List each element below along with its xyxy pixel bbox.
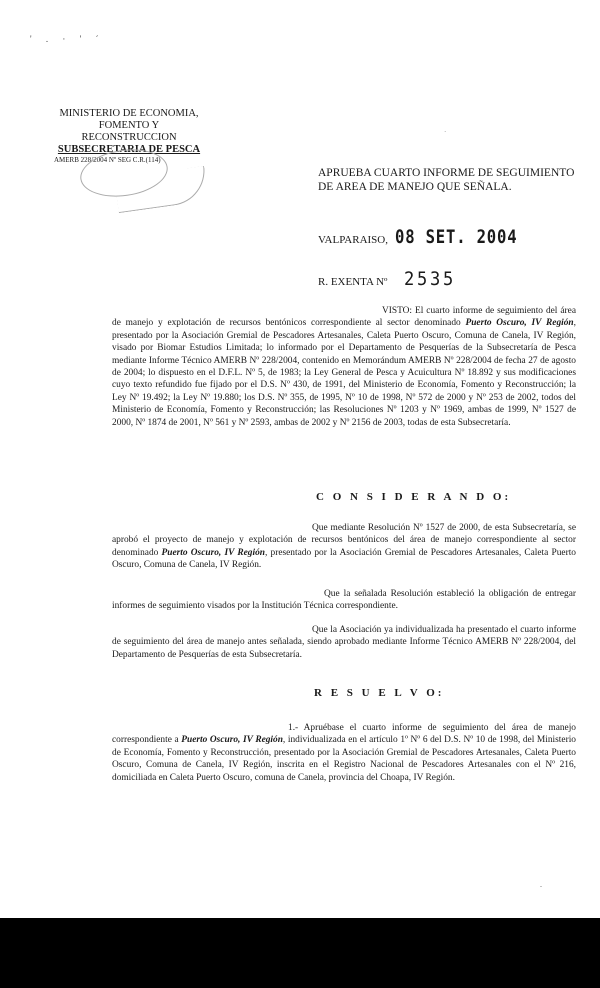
scan-specks: ' . · ' ´: [30, 34, 105, 44]
document-subject: APRUEBA CUARTO INFORME DE SEGUIMIENTO DE AREA DE MANEJO QUE SEÑALA.: [318, 167, 575, 193]
letterhead-ministry: MINISTERIO DE ECONOMIA,: [59, 108, 199, 119]
letterhead-reference: AMERB 228/2004 Nº SEG C.R.(114): [54, 156, 161, 164]
resuelvo-paragraph-1: 1.- Apruébase el cuarto informe de seguimiento del área de manejo correspondiente a Puerto Oscuro, IV Región, individualizada en el artículo 1º Nº 6 del D.S. Nº 10 de 1998, del Ministerio de Economía, Fomento y Reconstrucción, presentado por la Asociación Gremial de Pescadores Artesanales, Caleta Puerto Oscuro, Comuna de Canela, IV Región, inscrita en el Registro Nacional de Pescadores Artesanales con el Nº 216, domiciliada en Caleta Puerto Oscuro, comuna de Canela, provincia del Choapa, IV Región.: [112, 723, 576, 783]
letterhead-ministry-2: FOMENTO Y RECONSTRUCCION: [81, 120, 177, 143]
considerando-paragraph-1: Que mediante Resolución Nº 1527 de 2000, de esta Subsecretaría, se aprobó el proyecto de manejo y explotación de recursos bentónicos del área de manejo correspondiente al sector denominado Puerto Oscuro, IV Región, presentado por la Asociación Gremial de Pescadores Artesanales, Caleta Puerto Oscuro, Comuna de Canela, IV Región.: [112, 523, 576, 571]
place-date: [318, 226, 544, 248]
exenta-number: 2535: [404, 268, 457, 290]
considerando-paragraph-2: Que la señalada Resolución estableció la obligación de entregar informes de seguimiento visados por la Institución Técnica correspondiente.: [112, 589, 576, 612]
resuelvo-heading: R E S U E L V O:: [314, 687, 445, 699]
place: VALPARAISO,: [318, 234, 388, 246]
exenta-label: R. EXENTA Nº: [318, 276, 388, 288]
considerando-paragraph-3: Que la Asociación ya individualizada ha presentado el cuarto informe de seguimiento del área de manejo antes señalada, siendo aprobado mediante Informe Técnico AMERB Nº 228/2004, del Departamento de Pesquerías de esta Subsecretaría.: [112, 625, 576, 660]
scan-speck: ·: [444, 128, 447, 136]
resolution-number: [318, 268, 462, 290]
scan-border: [0, 918, 600, 988]
letterhead-subsecretaria: SUBSECRETARIA DE PESCA: [57, 144, 201, 155]
date-stamp: 08 SET. 2004: [394, 226, 518, 248]
scan-speck: .: [540, 880, 542, 889]
considerando-heading: C O N S I D E R A N D O:: [316, 491, 512, 503]
visto-paragraph: VISTO: El cuarto informe de seguimiento del área de manejo y explotación de recursos bentónicos correspondiente al sector denominado Puerto Oscuro, IV Región, presentado por la Asociación Gremial de Pescadores Artesanales, Caleta Puerto Oscuro, Comuna de Canela, IV Región, visado por Biomar Estudios Limitada; lo informado por el Departamento de Pesquerías de la Subsecretaría de Pesca mediante Informe Técnico AMERB Nº 228/2004, contenido en Memorándum AMERB Nº 228/2004 de fecha 27 de agosto de 2004; lo dispuesto en el D.F.L. Nº 5, de 1983; la Ley General de Pesca y Acuicultura Nº 18.892 y sus modificaciones cuyo texto refundido fue fijado por el D.S. Nº 430, de 1991, del Ministerio de Economía, Fomento y Reconstrucción; la Ley Nº 19.492; la Ley Nº 19.880; los D.S. Nº 355, de 1995, Nº 10 de 1998, Nº 572 de 2000 y Nº 253 de 2002, todos del Ministerio de Economía, Fomento y Reconstrucción; las Resoluciones Nº 1203 y Nº 1969, ambas de 1999, Nº 1527 de 2000, Nº 1874 de 2001, Nº 561 y Nº 2593, ambas de 2002 y Nº 2156 de 2003, todas de esta Subsecretaría.: [112, 306, 576, 428]
